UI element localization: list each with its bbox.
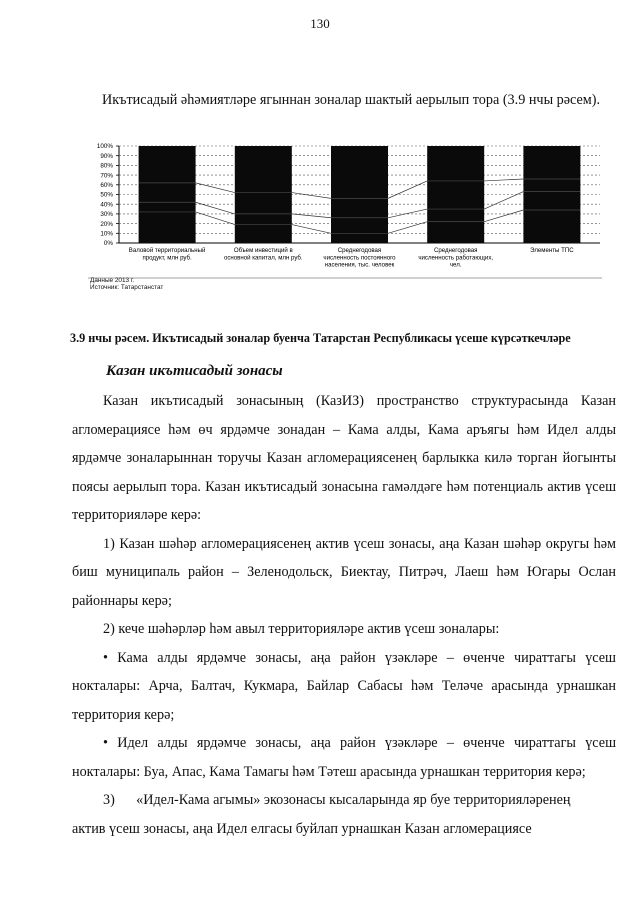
series-connector-line bbox=[292, 214, 331, 218]
y-tick-label: 70% bbox=[100, 172, 113, 180]
y-tick-label: 0% bbox=[103, 240, 113, 248]
x-tick-label: Валовой территориальный bbox=[128, 247, 206, 254]
series-connector-line bbox=[484, 179, 523, 181]
x-tick-label: Среднегодовая bbox=[433, 247, 478, 254]
y-tick-label: 20% bbox=[100, 220, 113, 228]
series-connector-line bbox=[196, 183, 235, 193]
paragraph: 2) кече шәһәрләр һәм авыл территорияләре актив үсеш зоналары: bbox=[103, 621, 500, 637]
list-item: • Идел алды ярдәмче зонасы, аңа район үзәкләре – өченче чираттагы үсеш нокталары: Буа, Апас, Кама Тамагы һәм Тәтеш арасында урнашкан территория керә; bbox=[72, 735, 616, 780]
bar bbox=[427, 146, 484, 243]
x-tick-label: продукт, млн руб. bbox=[142, 254, 192, 262]
series-connector-line bbox=[388, 209, 427, 218]
list-item: • Кама алды ярдәмче зонасы, аңа район үзәкләре – өченче чираттагы үсеш нокталары: Арча, Балтач, Кукмара, Байлар Сабасы һәм Теләче арасында урнашкан территория керә; bbox=[72, 649, 616, 723]
bar bbox=[235, 146, 292, 243]
y-tick-label: 10% bbox=[100, 230, 113, 238]
y-tick-label: 90% bbox=[100, 152, 113, 160]
bar bbox=[139, 146, 196, 243]
list-number: 3) bbox=[103, 792, 115, 808]
section-heading: Казан икътисадый зонасы bbox=[106, 363, 283, 379]
x-tick-label: чел. bbox=[449, 261, 462, 269]
x-tick-label: населения, тыс. человек bbox=[324, 261, 395, 269]
figure-caption: 3.9 нчы рәсем. Икътисадый зоналар буенча Татарстан Республикасы үсеше күрсәткечләре bbox=[70, 331, 571, 345]
series-connector-line bbox=[292, 193, 331, 199]
stacked-percent-chart bbox=[74, 140, 604, 280]
series-connector-line bbox=[388, 181, 427, 198]
paragraph: 1) Казан шәһәр агломерациясенең актив үсеш зонасы, аңа Казан шәһәр округы һәм биш муниципаль район – Зеленодольск, Биектау, Питрәч, Лаеш һәм Югары Ослан районнары керә; bbox=[72, 535, 616, 609]
paragraph-text: «Идел-Кама агымы» экозонасы кысаларында яр буе территорияләренең bbox=[136, 792, 571, 808]
y-tick-label: 80% bbox=[100, 162, 113, 170]
x-tick-label: Среднегодовая bbox=[337, 247, 382, 254]
series-connector-line bbox=[292, 225, 331, 234]
x-tick-label: Объем инвестиций в bbox=[233, 247, 293, 254]
y-tick-label: 60% bbox=[100, 182, 113, 189]
y-tick-label: 30% bbox=[100, 211, 113, 219]
x-tick-label: Элементы ТПС bbox=[530, 247, 574, 254]
bar bbox=[331, 146, 388, 243]
intro-paragraph: Икътисадый әһәмиятләре ягыннан зоналар шактый аерылып тора (3.9 нчы рәсем). bbox=[102, 92, 601, 108]
y-tick-label: 40% bbox=[100, 201, 113, 209]
chart-source-note: Источник: Татарстанстат bbox=[90, 284, 164, 291]
paragraph: актив үсеш зонасы, аңа Идел елгасы буйлап урнашкан Казан агломерациясе bbox=[72, 820, 532, 837]
paragraph bbox=[72, 786, 616, 815]
body-text bbox=[72, 387, 616, 843]
x-tick-label: численность работающих, bbox=[418, 254, 494, 262]
y-tick-label: 100% bbox=[96, 143, 113, 151]
x-tick-label: основной капитал, млн руб. bbox=[223, 254, 303, 262]
page-number: 130 bbox=[310, 16, 330, 31]
paragraph: Казан икътисадый зонасының (КазИЗ) пространство структурасында Казан агломерациясе һәм өч ярдәмче зонадан – Кама алды, Кама аръягы һәм Идел алды ярдәмче зоналарыннан торучы Казан агломерациясенең барлыкка килә торган йогынты поясы аерылып тора. Казан икътисадый зонасына гамәлдәге һәм потенциаль актив үсеш территорияләре керә: bbox=[72, 393, 616, 523]
chart-data-note: Данные 2013 г. bbox=[90, 277, 135, 284]
bar bbox=[523, 146, 580, 243]
x-tick-label: численность постоянного bbox=[323, 254, 396, 262]
y-tick-label: 50% bbox=[100, 191, 113, 199]
series-connector-line bbox=[484, 210, 523, 222]
